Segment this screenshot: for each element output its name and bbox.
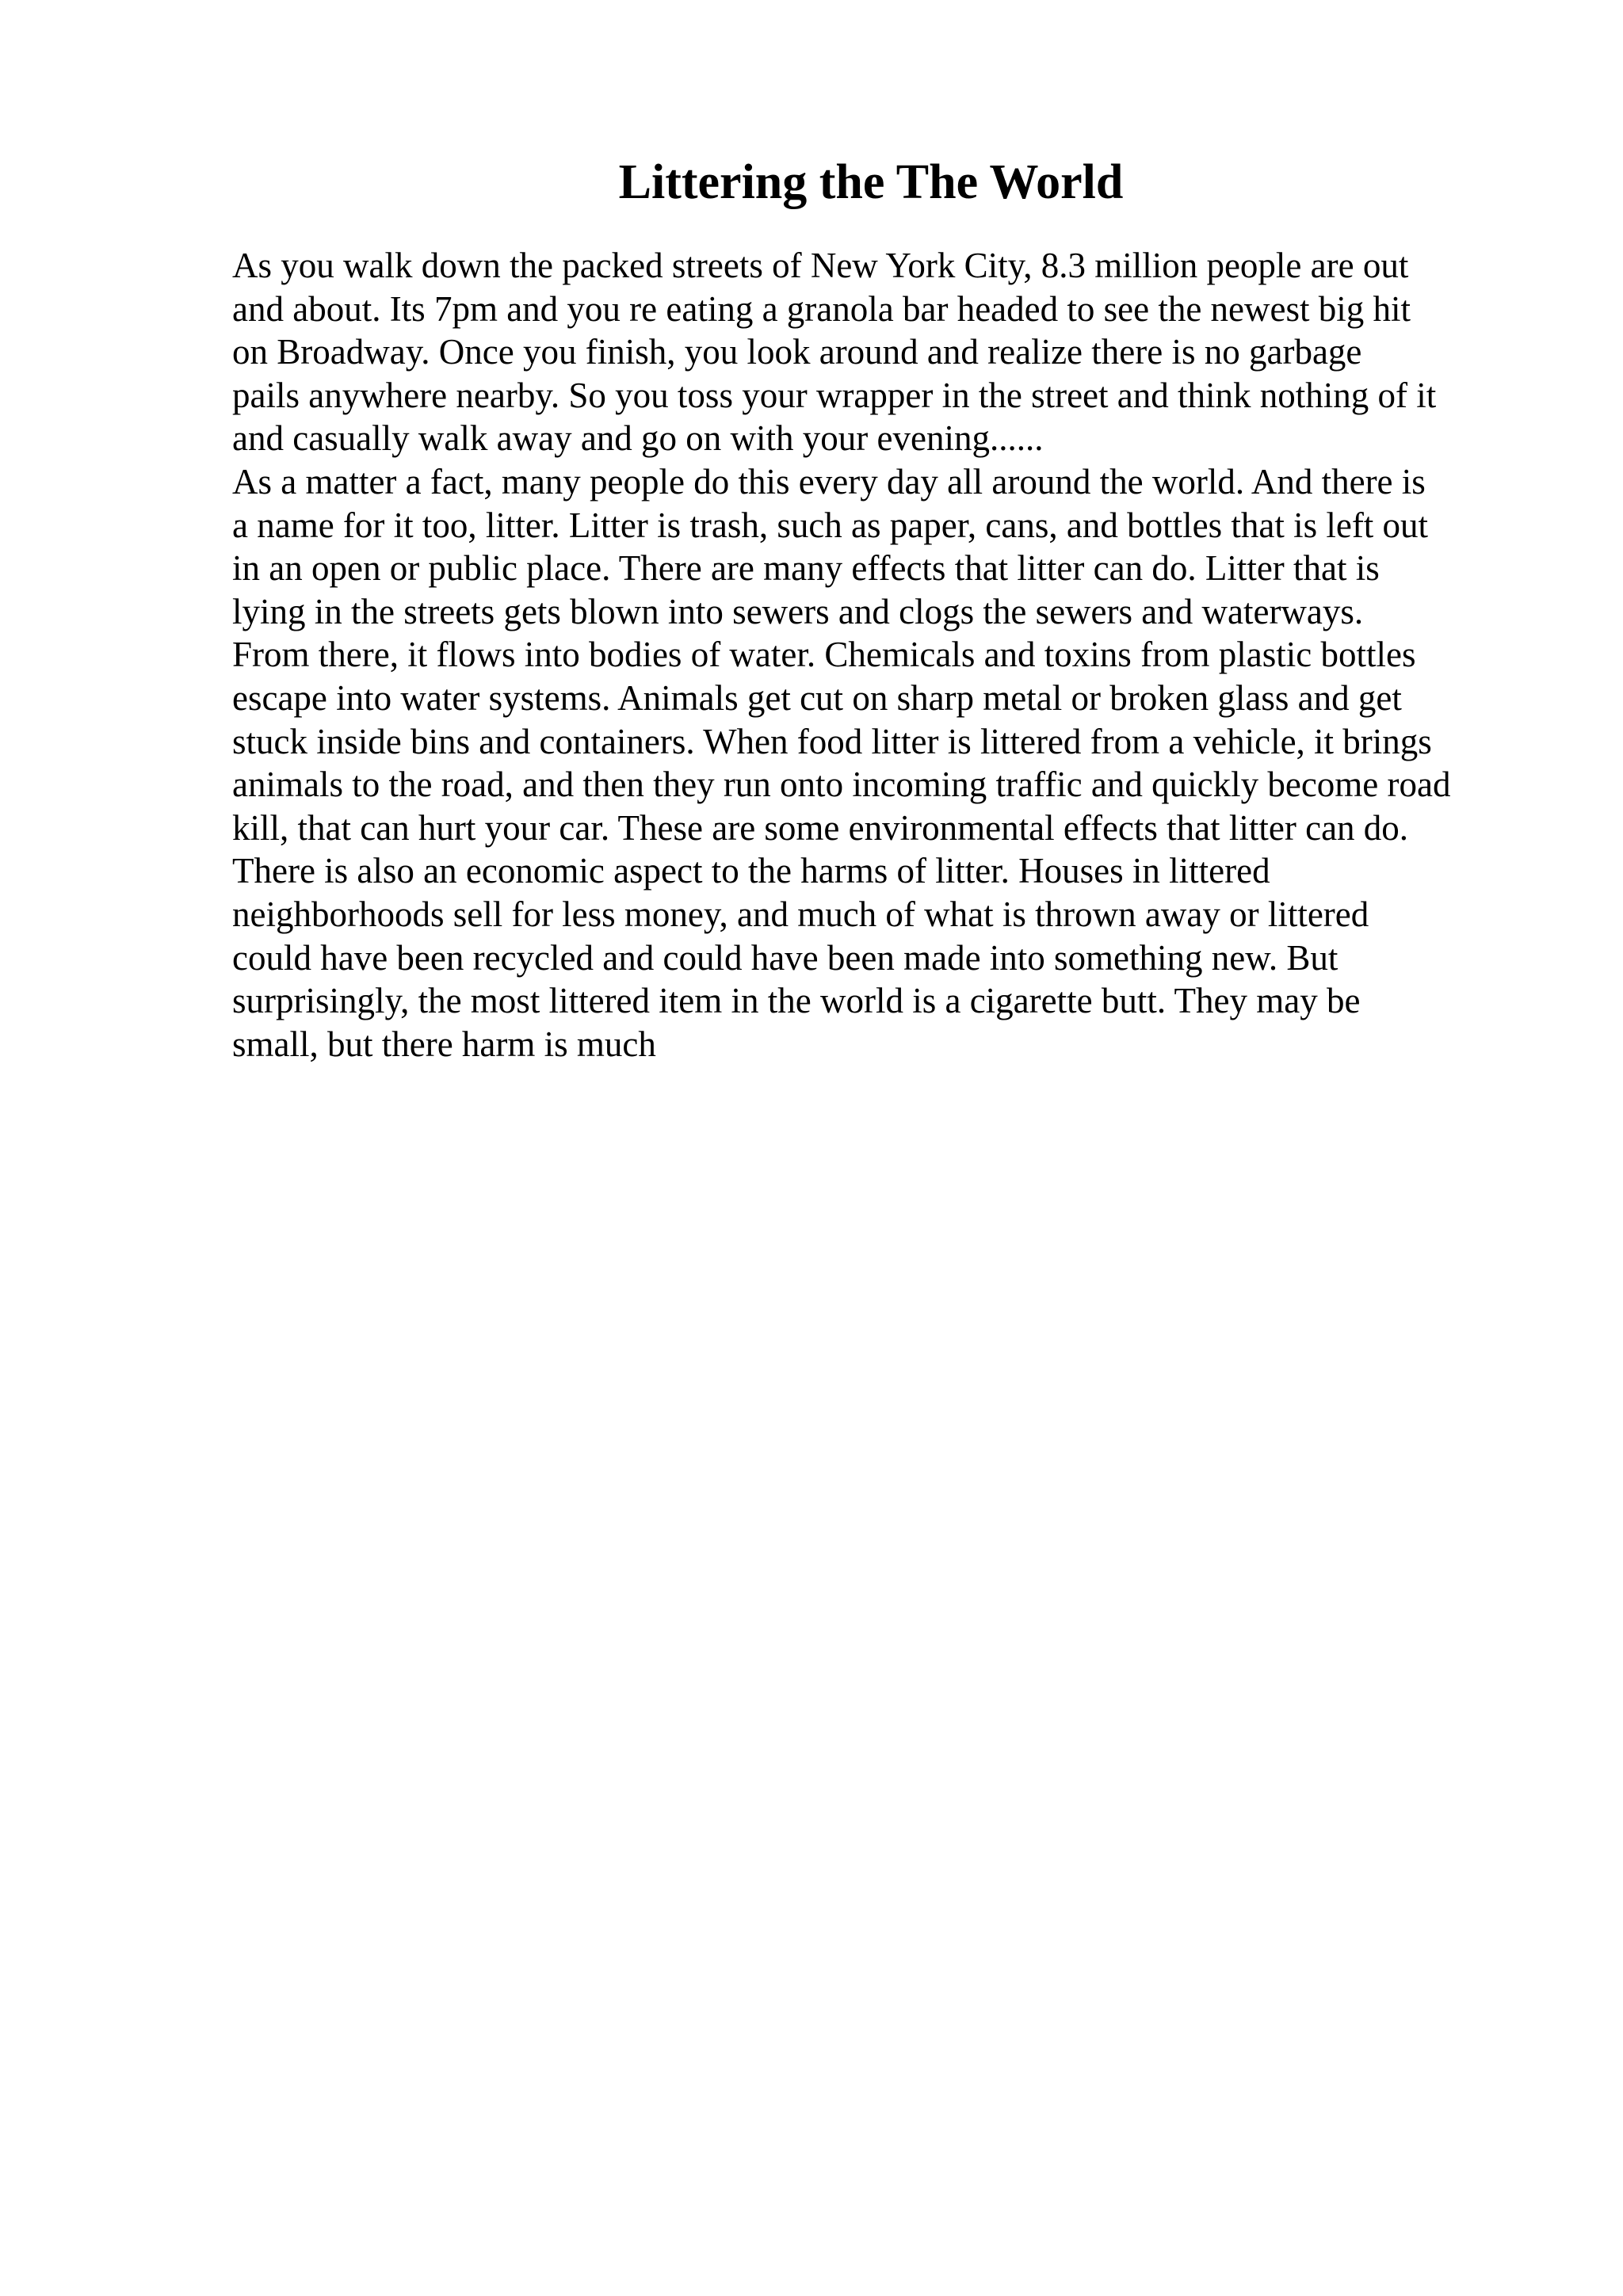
text-line: pails anywhere nearby. So you toss your wrapper in the street and think nothing of it [232, 375, 1437, 415]
text-line: As a matter a fact, many people do this every day all around the world. And there is [232, 461, 1426, 502]
text-line: could have been recycled and could have been made into something new. But [232, 937, 1338, 978]
text-line: neighborhoods sell for less money, and much of what is thrown away or littered [232, 894, 1369, 934]
text-line: on Broadway. Once you finish, you look around and realize there is no garbage [232, 332, 1362, 372]
essay-body [232, 244, 1595, 1066]
text-line: stuck inside bins and containers. When food litter is littered from a vehicle, it brings [232, 721, 1432, 761]
text-line: in an open or public place. There are many effects that litter can do. Litter that is [232, 548, 1380, 589]
text-line: surprisingly, the most littered item in the world is a cigarette butt. They may be [232, 981, 1361, 1021]
text-line: and casually walk away and go on with your evening...... [232, 418, 1044, 459]
text-line: There is also an economic aspect to the harms of litter. Houses in littered [232, 851, 1270, 891]
text-line: and about. Its 7pm and you re eating a granola bar headed to see the newest big hit [232, 288, 1411, 329]
text-line: small, but there harm is much [232, 1024, 656, 1064]
text-line: a name for it too, litter. Litter is trash, such as paper, cans, and bottles that is left out [232, 505, 1429, 545]
text-line: kill, that can hurt your car. These are some environmental effects that litter can do. [232, 807, 1409, 848]
text-line: From there, it flows into bodies of water. Chemicals and toxins from plastic bottles [232, 635, 1416, 675]
text-line: lying in the streets gets blown into sewers and clogs the sewers and waterways. [232, 591, 1364, 631]
page-title: Littering the The World [618, 155, 1124, 209]
text-line: animals to the road, and then they run onto incoming traffic and quickly become road [232, 765, 1451, 805]
text-line: As you walk down the packed streets of New York City, 8.3 million people are out [232, 246, 1409, 285]
text-line: escape into water systems. Animals get cut on sharp metal or broken glass and get [232, 677, 1402, 718]
